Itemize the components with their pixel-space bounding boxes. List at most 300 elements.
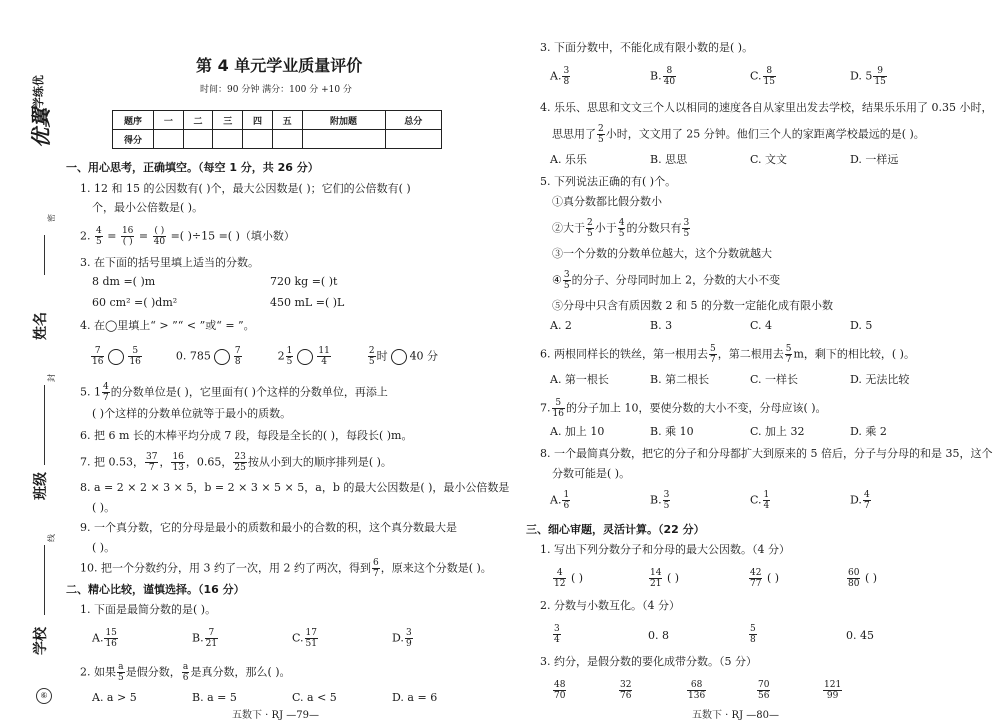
section-heading: 三、细心审题，灵活计算。（22 分）: [526, 523, 705, 536]
page-marker: ⑥: [36, 688, 52, 704]
fraction: [562, 66, 570, 87]
den: 56: [758, 691, 770, 701]
num: 5: [552, 398, 565, 409]
fraction: [563, 270, 571, 291]
question: [540, 398, 827, 419]
decimal-value: 0. 8: [648, 629, 669, 642]
den: 7: [148, 463, 155, 473]
q-text: 5. 1: [80, 385, 101, 399]
fraction: [586, 218, 594, 239]
sub-item: 450 mL =( )L: [270, 296, 345, 309]
page-title: 第 4 单元学业质量评价: [196, 56, 363, 75]
seal-mark: 密: [47, 214, 56, 222]
gcd-item: [748, 568, 779, 589]
den: 21: [205, 639, 218, 649]
q-text: ，第二根用去: [717, 347, 784, 361]
num: 8: [663, 66, 676, 77]
option-d[interactable]: [850, 490, 872, 511]
seal-mark: 线: [47, 534, 56, 542]
question: 4. 乐乐、思思和文文三个人以相同的速度各自从家里出发去学校，结果乐乐用了 0.35 小时，: [540, 101, 993, 114]
seal-mark: 封: [47, 374, 56, 382]
opt-letter: A.: [550, 69, 562, 83]
option-a[interactable]: A. 乐乐: [550, 153, 587, 166]
fraction: [649, 568, 662, 589]
brand-subtitle: ·学练优: [32, 75, 45, 112]
fraction: [873, 66, 886, 87]
question: 2. 分数与小数互化。（4 分）: [540, 599, 680, 612]
question: 1. 下面是最简分数的是( )。: [80, 603, 217, 616]
q-text: 的分子加上 10，要使分数的大小不变，分母应该( )。: [565, 401, 827, 415]
question: 8. 一个最简真分数，把它的分子和分母都扩大到原来的 5 倍后，分子与分母的和是 35，这个: [540, 447, 993, 460]
den: 7: [103, 393, 109, 403]
den: 5: [118, 673, 124, 683]
fraction: [102, 382, 110, 403]
question: 1. 12 和 15 的公因数有( )个，最大公因数是( )；它们的公倍数有( ): [80, 182, 411, 195]
option-c[interactable]: C. 4: [750, 319, 773, 332]
opt-letter: D.: [850, 493, 862, 507]
compare-row: [90, 346, 438, 367]
option-b[interactable]: [192, 628, 219, 649]
decimal-value: 0. 45: [846, 629, 874, 642]
den: 5: [618, 229, 625, 239]
statement: [552, 270, 780, 291]
opt-letter: B.: [650, 493, 662, 507]
option-d[interactable]: [392, 628, 414, 649]
score-cell: 五: [272, 111, 302, 130]
num: 7: [234, 346, 241, 356]
score-cell: 二: [183, 111, 213, 130]
value: 40 分: [409, 349, 439, 363]
num: 3: [563, 66, 570, 76]
gcd-item: [846, 568, 877, 589]
q-text: m，剩下的相比较，( )。: [793, 347, 915, 361]
fraction: [618, 218, 626, 239]
num: 121: [824, 680, 842, 690]
question: 9. 一个真分数，它的分母是最小的质数和最小的合数的积，这个真分数最大是: [80, 521, 457, 534]
question: 3. 约分，是假分数的要化成带分数。（5 分）: [540, 655, 757, 668]
q-text: ④: [552, 273, 562, 287]
question: [540, 344, 915, 365]
den: 21: [650, 579, 662, 589]
exam-info: 时间：90 分钟 满分：100 分 +10 分: [200, 85, 352, 95]
score-input[interactable]: [183, 130, 213, 149]
score-input[interactable]: [154, 130, 184, 149]
score-input[interactable]: [272, 130, 302, 149]
compare-circle[interactable]: [214, 349, 230, 365]
option-c[interactable]: [750, 490, 771, 511]
score-cell: 一: [154, 111, 184, 130]
den: 5: [368, 357, 375, 367]
option-d[interactable]: D. a = 6: [392, 691, 438, 704]
num: 32: [620, 680, 632, 690]
statement: [552, 218, 691, 239]
q-text: 2. 如果: [80, 665, 116, 679]
unit: 时: [376, 349, 388, 363]
fraction: [117, 662, 125, 683]
num: 5: [750, 624, 756, 634]
fraction: [286, 346, 294, 367]
den: 7: [863, 501, 870, 511]
den: 5: [663, 501, 670, 511]
sub-item: 8 dm =( )m: [92, 275, 156, 288]
num: 3: [554, 624, 560, 634]
fraction: [153, 226, 166, 247]
answer-blank[interactable]: ( ): [864, 571, 878, 585]
opt-letter: D. 5: [850, 69, 873, 83]
question: [80, 382, 388, 403]
fraction: [785, 344, 793, 365]
fraction: [121, 226, 134, 247]
num: 3: [663, 490, 670, 500]
fraction: [234, 346, 242, 367]
question: 个，最小公倍数是( )。: [92, 201, 204, 214]
den: 25: [234, 463, 246, 473]
fraction: [687, 680, 706, 701]
q-text: 10. 把一个分数约分，用 3 约了一次，用 2 约了两次，得到: [80, 561, 371, 575]
num: 4: [553, 568, 566, 579]
fraction: [709, 344, 717, 365]
num: 16: [121, 226, 134, 236]
fraction: [552, 398, 565, 419]
num: 4: [618, 218, 625, 228]
gcd-item: [552, 568, 583, 589]
score-cell: 题序: [113, 111, 154, 130]
num: 37: [145, 452, 158, 462]
fraction: [317, 346, 330, 367]
den: 76: [620, 691, 632, 701]
den: 8: [234, 357, 241, 367]
fraction: [823, 680, 842, 701]
num: 70: [758, 680, 770, 690]
den: 8: [563, 77, 570, 87]
question: ( )。: [92, 541, 116, 554]
score-cell: 得分: [113, 130, 154, 149]
num: 2: [368, 346, 375, 356]
num: 4: [103, 382, 109, 392]
question: 5. 下列说法正确的有( )个。: [540, 175, 677, 188]
question: [80, 558, 492, 579]
num: 3: [563, 270, 570, 280]
num: 7: [91, 346, 104, 357]
den: 8: [750, 635, 756, 645]
question: ( )。: [92, 501, 116, 514]
seal-line: [44, 235, 45, 275]
question: 6. 把 6 m 长的木棒平均分成 7 段，每段是全长的( )，每段长( )m。: [80, 429, 413, 442]
opt-letter: C.: [292, 631, 304, 645]
seal-line: [44, 385, 45, 465]
num: 5: [785, 344, 792, 354]
fraction: [763, 66, 776, 87]
option-a[interactable]: A. 2: [550, 319, 572, 332]
fraction: [205, 628, 218, 649]
q-text: 是假分数，: [125, 665, 181, 679]
question: [80, 662, 291, 683]
den: 70: [554, 691, 566, 701]
num: 3: [405, 628, 412, 638]
option-c[interactable]: C. 一样长: [750, 373, 799, 386]
score-table: [112, 110, 442, 149]
q-text: 7.: [540, 401, 551, 415]
den: 80: [848, 579, 860, 589]
fraction: [368, 346, 376, 367]
question: [80, 226, 295, 247]
q-text: 的分数单位是( )，它里面有( )个这样的分数单位，再添上: [110, 385, 388, 399]
num: 17: [305, 628, 317, 638]
whole: 2: [277, 349, 285, 363]
sub-item: 720 kg =( )t: [270, 275, 338, 288]
den: 12: [554, 579, 566, 589]
den: 5: [563, 281, 570, 291]
den: 5: [598, 135, 604, 145]
fraction: [372, 558, 380, 579]
fraction: [553, 680, 566, 701]
den: 15: [874, 77, 886, 87]
num: 60: [848, 568, 860, 578]
option-c[interactable]: [750, 66, 777, 87]
num: 15: [105, 628, 117, 638]
answer-blank[interactable]: ( ): [766, 571, 780, 585]
num: 42: [750, 568, 762, 578]
option-b[interactable]: [650, 490, 671, 511]
answer-blank[interactable]: ( ): [666, 571, 680, 585]
den: 16: [92, 357, 104, 367]
eq: =: [107, 229, 117, 243]
num: 48: [554, 680, 566, 690]
opt-letter: C.: [750, 493, 762, 507]
opt-letter: C.: [750, 69, 762, 83]
q-text: 的分子、分母同时加上 2，分数的大小不变: [571, 273, 781, 287]
question: ( )个这样的分数单位就等于最小的质数。: [92, 407, 292, 420]
fraction: [305, 628, 318, 649]
den: 15: [763, 77, 775, 87]
q-text: ②大于: [552, 221, 585, 235]
q-text: 的分数只有: [626, 221, 682, 235]
den: 4: [763, 501, 770, 511]
num: 2: [598, 124, 604, 134]
den: 16: [129, 357, 141, 367]
den: 40: [663, 77, 676, 87]
den: ( ): [122, 237, 133, 247]
num: 14: [650, 568, 662, 578]
page-footer: 五数下 · RJ —79—: [232, 710, 319, 721]
num: 8: [763, 66, 776, 77]
q-text: 按从小到大的顺序排列是( )。: [247, 455, 392, 469]
compare-circle[interactable]: [297, 349, 313, 365]
den: 6: [563, 501, 570, 511]
option-d[interactable]: D. 5: [850, 319, 873, 332]
den: 77: [750, 579, 762, 589]
page-footer: 五数下 · RJ —80—: [692, 710, 779, 721]
score-input[interactable]: [243, 130, 273, 149]
compare-circle[interactable]: [391, 349, 407, 365]
den: 4: [321, 357, 327, 367]
fraction: [553, 568, 566, 589]
num: 9: [873, 66, 886, 77]
option-c[interactable]: [292, 628, 319, 649]
fraction: [619, 680, 632, 701]
fraction: [171, 452, 184, 473]
option-b[interactable]: B. 乘 10: [650, 425, 694, 438]
q-num: 2.: [80, 229, 91, 243]
option-d[interactable]: D. 一样远: [850, 153, 899, 166]
opt-letter: B.: [650, 69, 662, 83]
num: 7: [205, 628, 218, 639]
statement: ⑤分母中只含有质因数 2 和 5 的分数一定能化成有限小数: [552, 299, 833, 312]
den: 9: [405, 639, 412, 649]
school-label: 学校: [33, 627, 49, 655]
section-heading: 一、用心思考，正确填空。（每空 1 分，共 26 分）: [66, 161, 319, 174]
option-a[interactable]: A. a > 5: [92, 691, 137, 704]
question: 1. 写出下列分数分子和分母的最大公因数。（4 分）: [540, 543, 790, 556]
option-d[interactable]: D. 无法比较: [850, 373, 910, 386]
num: 1: [763, 490, 770, 500]
num: 23: [234, 452, 246, 462]
den: 13: [172, 463, 184, 473]
den: 5: [286, 357, 293, 367]
fraction: [663, 490, 671, 511]
question: 4. 在◯里填上“ > ”“ < ”或“ = ”。: [80, 319, 255, 332]
fraction: [104, 628, 117, 649]
option-b[interactable]: B. 思思: [650, 153, 688, 166]
fraction: [682, 218, 690, 239]
den: 99: [826, 691, 839, 701]
score-cell: 附加题: [302, 111, 385, 130]
compare-circle[interactable]: [108, 349, 124, 365]
opt-letter: A.: [550, 493, 562, 507]
den: 16: [552, 409, 564, 419]
fraction: [757, 680, 770, 701]
den: 5: [587, 229, 593, 239]
q-text: ，原来这个分数是( )。: [380, 561, 492, 575]
q-text: 6. 两根同样长的铁丝，第一根用去: [540, 347, 708, 361]
den: 6: [182, 673, 189, 683]
option-c[interactable]: C. 文文: [750, 153, 788, 166]
den: 5: [96, 237, 102, 247]
score-cell: 四: [243, 111, 273, 130]
den: 7: [710, 355, 716, 365]
q-text: 是真分数，那么( )。: [190, 665, 291, 679]
fraction: [145, 452, 158, 473]
q-text: 小时，文文用了 25 分钟。他们三个人的家距离学校最远的是( )。: [605, 127, 925, 141]
den: 4: [554, 635, 560, 645]
eq: =: [138, 229, 149, 243]
fraction: [95, 226, 103, 247]
num: 1: [563, 490, 570, 500]
num: 68: [687, 680, 706, 691]
num: ( ): [154, 226, 165, 236]
num: 16: [172, 452, 184, 462]
num: a: [118, 662, 124, 672]
num: 2: [587, 218, 593, 228]
name-label: 姓名: [33, 312, 49, 340]
option-c[interactable]: C. a < 5: [292, 691, 337, 704]
den: 5: [683, 229, 690, 239]
option-b[interactable]: B. a = 5: [192, 691, 237, 704]
q-text: 思思用了: [552, 127, 596, 141]
statement: ①真分数都比假分数小: [552, 195, 662, 208]
section-heading: 二、精心比较，谨慎选择。（16 分）: [66, 583, 245, 596]
option-b[interactable]: [650, 66, 677, 87]
value: 0. 785: [175, 349, 211, 363]
question: 3. 在下面的括号里填上适当的分数。: [80, 256, 259, 269]
score-table-row: [113, 130, 442, 149]
score-cell: 三: [213, 111, 243, 130]
num: 5: [710, 344, 716, 354]
fraction: [405, 628, 413, 649]
den: 51: [305, 639, 317, 649]
question: 8. a = 2 × 2 × 3 × 5，b = 2 × 3 × 5 × 5，a，b 的最大公因数是( )，最小公倍数是: [80, 481, 510, 494]
fraction: [182, 662, 190, 683]
fraction: [749, 568, 762, 589]
q-tail: =( )÷15 =( )（填小数）: [170, 229, 295, 243]
score-input[interactable]: [213, 130, 243, 149]
fraction: [847, 568, 860, 589]
question: 3. 下面分数中，不能化成有限小数的是( )。: [540, 41, 754, 54]
den: 7: [785, 355, 792, 365]
fraction: [233, 452, 246, 473]
binding-margin: [0, 0, 62, 720]
option-d[interactable]: [850, 66, 888, 87]
answer-blank[interactable]: ( ): [570, 571, 584, 585]
gcd-item: [648, 568, 679, 589]
num: 3: [683, 218, 690, 228]
option-a[interactable]: [550, 490, 571, 511]
num: 4: [863, 490, 870, 500]
question: 分数可能是( )。: [552, 467, 631, 480]
option-b[interactable]: B. 3: [650, 319, 673, 332]
option-b[interactable]: B. 第二根长: [650, 373, 710, 386]
fraction: [128, 346, 141, 367]
score-cell: 总分: [385, 111, 441, 130]
option-a[interactable]: A. 加上 10: [550, 425, 605, 438]
option-a[interactable]: A. 第一根长: [550, 373, 609, 386]
seal-line: [44, 545, 45, 615]
den: 16: [105, 639, 117, 649]
q-text: 小于: [594, 221, 617, 235]
fraction: [91, 346, 104, 367]
num: 4: [96, 226, 102, 236]
brand-logo: 优翼: [29, 108, 53, 148]
num: 6: [372, 558, 379, 568]
opt-letter: A.: [92, 631, 104, 645]
num: 1: [286, 346, 293, 356]
option-a[interactable]: [92, 628, 119, 649]
class-label: 班级: [33, 472, 49, 500]
q-text: 7. 把 0.53，: [80, 455, 144, 469]
fraction: [763, 490, 771, 511]
score-input[interactable]: [385, 130, 441, 149]
option-d[interactable]: D. 乘 2: [850, 425, 887, 438]
den: 136: [688, 691, 706, 701]
fraction: [663, 66, 676, 87]
score-table-header: [113, 111, 442, 130]
option-a[interactable]: [550, 66, 571, 87]
fraction: [749, 624, 757, 645]
fraction: [863, 490, 871, 511]
num: 11: [318, 346, 330, 356]
q-text: ，0.65，: [185, 455, 233, 469]
option-c[interactable]: C. 加上 32: [750, 425, 805, 438]
score-input[interactable]: [302, 130, 385, 149]
num: 5: [128, 346, 141, 357]
fraction: [553, 624, 561, 645]
num: a: [182, 662, 189, 672]
opt-letter: D.: [392, 631, 404, 645]
den: 40: [153, 237, 166, 247]
fraction: [597, 124, 605, 145]
fraction: [562, 490, 570, 511]
den: 7: [372, 569, 379, 579]
